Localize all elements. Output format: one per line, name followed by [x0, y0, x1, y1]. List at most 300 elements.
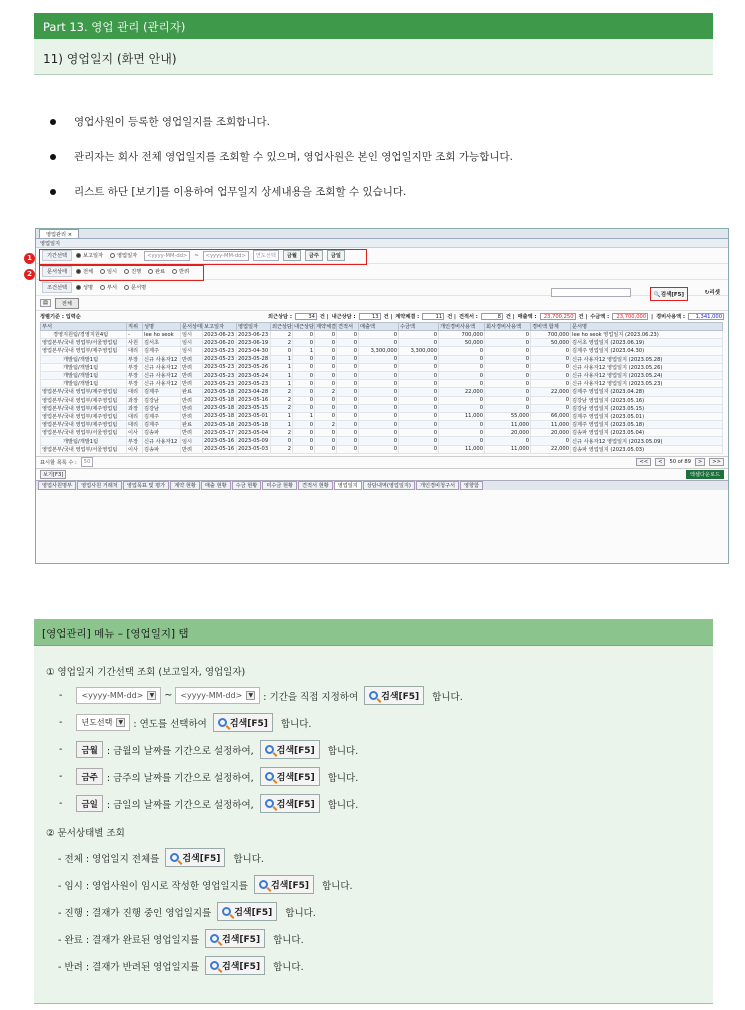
column-header[interactable]: 개인경비사용액 [439, 323, 485, 331]
table-cell: 0 [485, 331, 531, 339]
table-cell: 11,000 [485, 421, 531, 429]
table-cell: 김강남 영업일지 (2023.05.15) [571, 404, 723, 412]
table-cell: 0 [337, 445, 359, 453]
table-cell: 김강남 영업일지 (2023.05.16) [571, 396, 723, 404]
table-cell: 2023-06-23 [237, 331, 271, 339]
table-cell: 700,000 [531, 331, 571, 339]
table-cell: 2023-05-18 [203, 388, 237, 396]
table-cell: 신규 사용자12 영업일지 (2023.05.26) [571, 363, 723, 371]
table-cell: 22,000 [531, 445, 571, 453]
table-row[interactable] [41, 412, 723, 420]
date-to-input[interactable]: <yyyy-MM-dd> [203, 251, 249, 261]
table-cell: 2 [271, 339, 293, 347]
table-cell: 0 [531, 363, 571, 371]
search-f5-sample: 검색[F5] [260, 767, 320, 786]
table-cell: 2023-06-23 [203, 331, 237, 339]
window-tabbar [36, 229, 728, 239]
table-cell: 0 [399, 396, 439, 404]
table-cell: 0 [485, 363, 531, 371]
highlight-status [39, 265, 204, 281]
table-cell: 김제주 [143, 421, 181, 429]
section-1-heading: ① 영업일지 기간선택 조회 (보고일자, 영업일자) [46, 667, 246, 678]
desc-this-month: - 금월 : 금월의 날짜를 기간으로 설정하여, 검색[F5] 합니다. [59, 740, 358, 759]
last-page-button[interactable]: >> [709, 458, 724, 466]
table-cell: 0 [359, 380, 399, 388]
table-cell: 1 [271, 421, 293, 429]
table-cell: 0 [399, 404, 439, 412]
table-cell: 11,000 [485, 445, 531, 453]
table-cell: 대리 [127, 347, 143, 355]
table-cell: 2023-06-20 [203, 339, 237, 347]
table-cell: 0 [271, 347, 293, 355]
bullet-item: 리스트 하단 [보기]를 이용하여 업무일지 상세내용을 조회할 수 있습니다. [50, 174, 700, 209]
table-row[interactable] [41, 347, 723, 355]
search-icon [265, 799, 274, 808]
bottom-tab[interactable]: 개인경비청구서 [416, 481, 459, 490]
app-screenshot [27, 228, 729, 564]
table-cell: 11,000 [439, 445, 485, 453]
table-cell: 0 [399, 380, 439, 388]
table-cell: 영업본부/국내 영업부/서울영업팀 [41, 429, 127, 437]
table-cell: 1 [271, 412, 293, 420]
table-cell: 0 [337, 396, 359, 404]
table-row[interactable] [41, 421, 723, 429]
desc-date-range: - <yyyy-MM-dd> ▼ ~ <yyyy-MM-dd> ▼ : 기간을 직접 지정하여 검색[F5] 합니다. [59, 686, 463, 705]
table-cell: 부장 [127, 371, 143, 379]
table-cell: 2023-05-15 [237, 404, 271, 412]
table-cell: 김제주 [143, 388, 181, 396]
table-cell: 0 [337, 388, 359, 396]
table-cell: 신규 사용자12 [143, 380, 181, 388]
column-header[interactable]: 경비액 합계 [531, 323, 571, 331]
table-cell: 2023-05-26 [237, 363, 271, 371]
search-f5-sample: 검색[F5] [254, 875, 314, 894]
action-bar [36, 468, 728, 480]
table-cell: 0 [293, 355, 315, 363]
table-cell: 김제주 영업일지 (2023.04.28) [571, 388, 723, 396]
dropdown-arrow-icon: ▼ [116, 718, 125, 727]
table-cell: 0 [531, 380, 571, 388]
table-cell: 김제주 영업일지 (2023.05.18) [571, 421, 723, 429]
table-cell: 이사 [127, 429, 143, 437]
table-cell: 신규 사용자12 [143, 371, 181, 379]
table-cell: 반려 [181, 396, 203, 404]
table-cell: 대리 [127, 412, 143, 420]
table-cell: 0 [439, 380, 485, 388]
date-from-input[interactable]: <yyyy-MM-dd> [144, 251, 190, 261]
search-input[interactable] [551, 288, 631, 297]
table-row[interactable] [41, 355, 723, 363]
table-cell: 신규 사용자12 영업일지 (2023.05.09) [571, 437, 723, 445]
search-icon [218, 718, 227, 727]
table-cell: 2023-05-18 [203, 421, 237, 429]
prev-page-button[interactable]: < [655, 458, 665, 466]
table-cell: 김송파 [143, 445, 181, 453]
column-header[interactable]: 수금액 [399, 323, 439, 331]
bottom-tab[interactable]: 견적서 현황 [298, 481, 333, 490]
table-cell: 반려 [181, 371, 203, 379]
table-cell: 2023-05-23 [203, 347, 237, 355]
table-cell: 0 [439, 363, 485, 371]
table-cell: 2023-05-24 [237, 371, 271, 379]
table-cell: 0 [399, 445, 439, 453]
list-toolbar [36, 296, 728, 311]
table-cell: 2 [271, 445, 293, 453]
table-cell: 0 [439, 429, 485, 437]
table-cell: 1 [293, 347, 315, 355]
date-from-field: <yyyy-MM-dd> ▼ [76, 687, 161, 704]
table-cell: 0 [359, 396, 399, 404]
excel-download-button[interactable]: 엑셀다운로드 [686, 470, 724, 479]
table-cell: 0 [337, 331, 359, 339]
table-cell: 반려 [181, 412, 203, 420]
table-cell: 0 [315, 363, 337, 371]
table-cell: 부장 [127, 437, 143, 445]
table-cell: 김제주 영업일지 (2023.05.01) [571, 412, 723, 420]
bottom-tab[interactable]: 수금 현황 [232, 481, 262, 490]
table-cell: 영업본부/국내 영업부/제주영업팀 [41, 421, 127, 429]
column-header[interactable]: 내근상담 [294, 324, 315, 330]
tab-sales-management[interactable]: 영업관리 × [39, 229, 79, 238]
column-header[interactable]: 매출액 [359, 323, 399, 331]
table-cell: 2023-05-09 [237, 437, 271, 445]
table-cell: 0 [337, 371, 359, 379]
table-cell: 0 [485, 347, 531, 355]
table-cell: 0 [439, 355, 485, 363]
page-header: Part 13. 영업 관리 (관리자) [34, 13, 713, 39]
table-cell: 0 [399, 421, 439, 429]
period-filter-row: 기간선택 보고일자 영업일자 <yyyy-MM-dd> ~ <yyyy-MM-dd> 연도선택 금월 금주 금일 [36, 248, 728, 264]
column-header[interactable]: 문서상태 [182, 324, 203, 330]
table-cell: 0 [439, 421, 485, 429]
marker-2: 2 [24, 269, 35, 280]
table-cell: 0 [293, 445, 315, 453]
table-cell: 0 [315, 396, 337, 404]
column-header[interactable]: 계약체결 [316, 324, 337, 330]
table-cell: 1 [271, 371, 293, 379]
table-row[interactable] [41, 437, 723, 445]
table-cell: 0 [337, 339, 359, 347]
table-cell: 0 [337, 380, 359, 388]
column-header[interactable]: 견적서 [337, 323, 359, 331]
table-cell: 0 [315, 412, 337, 420]
status-description-item: - 진행 : 결재가 진행 중인 영업일지를 검색[F5] 합니다. [58, 902, 316, 921]
search-icon [259, 880, 268, 889]
table-row[interactable] [41, 363, 723, 371]
table-cell: 김송파 [143, 429, 181, 437]
table-cell: 2 [271, 388, 293, 396]
table-row[interactable] [41, 371, 723, 379]
table-cell: 0 [315, 331, 337, 339]
table-cell: 0 [293, 331, 315, 339]
table-cell: 김송파 영업일지 (2023.05.04) [571, 429, 723, 437]
table-row[interactable] [41, 331, 723, 339]
column-header[interactable]: 회사경비사용액 [485, 323, 531, 331]
table-cell: 2023-05-16 [237, 396, 271, 404]
table-cell: 2023-05-23 [237, 380, 271, 388]
table-cell: 55,000 [485, 412, 531, 420]
table-cell: 0 [337, 412, 359, 420]
status-description-item: - 전체 : 영업일지 전체를 검색[F5] 합니다. [58, 848, 264, 867]
table-cell: 22,000 [439, 388, 485, 396]
search-f5-sample: 검색[F5] [260, 740, 320, 759]
table-cell: 0 [439, 396, 485, 404]
today-sample: 금일 [76, 795, 102, 812]
page-info: 50 of 89 [669, 459, 691, 466]
table-cell: 반려 [181, 445, 203, 453]
table-cell: 김제주 [143, 347, 181, 355]
table-row[interactable] [41, 380, 723, 388]
table-cell: 0 [337, 429, 359, 437]
table-cell: 0 [359, 445, 399, 453]
year-select-field: 년도선택 ▼ [76, 714, 130, 731]
radio-cond-dept[interactable]: 부서 [100, 284, 117, 291]
table-cell: 0 [359, 437, 399, 445]
table-cell: 0 [359, 371, 399, 379]
table-cell: 김제주 [143, 412, 181, 420]
table-cell: 신규 사용자12 [143, 363, 181, 371]
table-cell: 임시 [181, 339, 203, 347]
table-cell: 2023-05-18 [203, 396, 237, 404]
table-cell: 0 [293, 380, 315, 388]
table-cell: 2023-05-18 [203, 412, 237, 420]
radio-report-date[interactable]: 보고일자 [76, 252, 103, 259]
period-label: 기간선택 [42, 250, 72, 261]
table-cell: 0 [337, 404, 359, 412]
table-cell: 2023-04-30 [237, 347, 271, 355]
table-cell: 20,000 [485, 429, 531, 437]
table-cell: 0 [531, 355, 571, 363]
table-cell: 3,300,000 [399, 347, 439, 355]
page-size-select[interactable]: 50 [81, 457, 94, 467]
bottom-tab[interactable]: 매출 현황 [201, 481, 231, 490]
radio-status-temp[interactable]: 임시 [100, 268, 117, 275]
table-cell: 과장 [127, 396, 143, 404]
bottom-tab[interactable]: 영업사원명부 [38, 481, 76, 490]
table-cell: 영업본부/국내 영업부/제주영업팀 [41, 412, 127, 420]
table-cell: 0 [485, 437, 531, 445]
table-cell: 임시 [181, 347, 203, 355]
bullet-list [50, 104, 700, 209]
table-cell: 0 [359, 339, 399, 347]
table-cell: 2023-06-19 [237, 339, 271, 347]
this-week-button[interactable]: 금주 [305, 250, 323, 261]
table-cell: 0 [359, 404, 399, 412]
table-cell: 2023-04-28 [237, 388, 271, 396]
table-cell: 2023-05-18 [203, 404, 237, 412]
table-cell: 0 [271, 437, 293, 445]
bottom-tab[interactable]: 계약 현황 [170, 481, 200, 490]
table-cell: 0 [399, 331, 439, 339]
breadcrumb: 영업일지 [36, 239, 728, 248]
table-cell: 66,000 [531, 412, 571, 420]
table-cell: 0 [531, 404, 571, 412]
bullet-item: 영업사원이 등록한 영업일지를 조회합니다. [50, 104, 700, 139]
radio-cond-name[interactable]: 성명 [76, 284, 93, 291]
table-cell: 0 [293, 429, 315, 437]
table-row[interactable] [41, 339, 723, 347]
table-cell: 완료 [181, 388, 203, 396]
table-cell: 0 [399, 388, 439, 396]
bullet-dot-icon [50, 189, 56, 195]
bullet-dot-icon [50, 154, 56, 160]
table-body [41, 331, 723, 454]
table-row[interactable] [41, 445, 723, 453]
table-cell: 0 [485, 380, 531, 388]
table-cell: 2 [271, 396, 293, 404]
table-cell: 50,000 [531, 339, 571, 347]
desc-today: - 금일 : 금일의 날짜를 기간으로 설정하여, 검색[F5] 합니다. [59, 794, 358, 813]
radio-sales-date[interactable]: 영업일자 [110, 252, 137, 259]
search-icon [222, 907, 231, 916]
table-cell: 0 [359, 429, 399, 437]
table-cell: 반려 [181, 380, 203, 388]
table-header [41, 323, 723, 331]
table-cell: 0 [399, 412, 439, 420]
table-row[interactable] [41, 396, 723, 404]
table-cell: 50,000 [439, 339, 485, 347]
status-description-item: - 반려 : 결재가 반려된 영업일지를 검색[F5] 합니다. [58, 956, 304, 975]
table-cell: 0 [315, 429, 337, 437]
table-cell: 신규 사용자12 영업일지 (2023.05.28) [571, 355, 723, 363]
year-select[interactable]: 연도선택 [253, 250, 279, 261]
table-cell: 개발팀/개발1팀 [41, 371, 127, 379]
bottom-tab[interactable]: 영업사원 거래처 [77, 481, 122, 490]
summary-bar: 정렬기준 : 입력순 외근상담 : 34 건 | 내근상담 : 13 건 | 계약체결 : 11 건 | 견적서 : 8 건 | 매출액 : 23,700,250 건 | 수금액 : 23,700,000 | 경비사용액 : 1,341,000 [40, 313, 722, 320]
table-cell: 0 [531, 437, 571, 445]
table-cell: 1 [271, 380, 293, 388]
search-icon [210, 961, 219, 970]
table-cell: 0 [337, 421, 359, 429]
table-cell: 0 [315, 437, 337, 445]
status-description-item: - 임시 : 영업사원이 임시로 작성한 영업일지를 검색[F5] 합니다. [58, 875, 353, 894]
table-row[interactable] [41, 404, 723, 412]
table-cell: 0 [531, 371, 571, 379]
search-f5-sample: 검색[F5] [364, 686, 424, 705]
table-cell: 0 [293, 363, 315, 371]
table-cell: 0 [439, 371, 485, 379]
table-cell: 0 [315, 380, 337, 388]
table-cell: 신규 사용자12 영업일지 (2023.05.24) [571, 371, 723, 379]
table-cell: 0 [485, 388, 531, 396]
search-f5-sample: 검색[F5] [260, 794, 320, 813]
section-2-heading: ② 문서상태별 조회 [46, 828, 125, 839]
radio-status-all[interactable]: 전체 [76, 268, 93, 275]
table-cell: 완료 [181, 421, 203, 429]
table-cell: 0 [399, 363, 439, 371]
radio-cond-docname[interactable]: 문서명 [124, 284, 146, 291]
table-cell: 0 [293, 339, 315, 347]
export-icon[interactable]: ▤ [40, 299, 51, 307]
column-header[interactable]: 보고일자 [203, 323, 237, 331]
table-cell: 0 [399, 355, 439, 363]
column-header[interactable]: 문서명 [571, 323, 723, 331]
table-cell: 0 [315, 371, 337, 379]
table-cell: 0 [293, 371, 315, 379]
table-cell: 신규 사용자12 영업일지 (2023.05.23) [571, 380, 723, 388]
table-cell: 2023-05-01 [237, 412, 271, 420]
table-cell: 700,000 [439, 331, 485, 339]
search-icon [265, 772, 274, 781]
marker-1: 1 [24, 253, 35, 264]
table-cell: 0 [485, 339, 531, 347]
table-cell: 0 [399, 371, 439, 379]
sales-log-table [40, 322, 723, 454]
table-row[interactable] [41, 429, 723, 437]
radio-status-rejected[interactable]: 반려 [172, 268, 189, 275]
table-cell: 영업본부/국내 영업부/제주영업팀 [41, 404, 127, 412]
this-month-button[interactable]: 금월 [283, 250, 301, 261]
table-cell: 1 [271, 363, 293, 371]
column-header[interactable]: 부서 [41, 323, 127, 331]
table-cell: 2023-05-16 [203, 445, 237, 453]
table-cell: 0 [399, 339, 439, 347]
table-cell: 반려 [181, 404, 203, 412]
table-cell: 2023-05-28 [237, 355, 271, 363]
column-header[interactable]: 영업일자 [237, 323, 271, 331]
table-cell: 0 [359, 355, 399, 363]
table-cell: 0 [439, 347, 485, 355]
table-cell: 0 [337, 363, 359, 371]
table-cell: 0 [439, 437, 485, 445]
table-cell: 임시 [181, 331, 203, 339]
table-cell: 영업본부/국내 영업부/서울영업팀 [41, 339, 127, 347]
column-header[interactable]: 외근상담 [272, 324, 293, 330]
today-button[interactable]: 금일 [327, 250, 345, 261]
table-cell: 2023-05-18 [237, 421, 271, 429]
bottom-tab[interactable]: 미수금 현황 [262, 481, 297, 490]
table-cell: 김서초 영업일지 (2023.06.19) [571, 339, 723, 347]
search-button[interactable]: 🔍검색[F5] [650, 287, 688, 301]
table-cell: 김송파 영업일지 (2023.05.03) [571, 445, 723, 453]
table-cell: 0 [293, 396, 315, 404]
table-cell: 대리 [127, 421, 143, 429]
table-cell: 2023-05-23 [203, 355, 237, 363]
bottom-tab[interactable]: 영업목표 및 평가 [123, 481, 169, 490]
all-button[interactable]: 전체 [55, 298, 79, 309]
table-row[interactable] [41, 388, 723, 396]
first-page-button[interactable]: << [636, 458, 651, 466]
search-f5-sample: 검색[F5] [217, 902, 277, 921]
bullet-item: 관리자는 회사 전체 영업일지를 조회할 수 있으며, 영업사원은 본인 영업일지만 조회 가능합니다. [50, 139, 700, 174]
reset-button[interactable]: ↻리셋 [704, 290, 720, 296]
highlight-period [39, 249, 367, 265]
column-header[interactable]: 성명 [143, 323, 181, 331]
table-cell: 0 [359, 331, 399, 339]
table-cell: 0 [315, 404, 337, 412]
table-cell: 0 [531, 396, 571, 404]
table-cell: 0 [293, 404, 315, 412]
table-cell: 김강남 [143, 396, 181, 404]
table-cell: 0 [399, 429, 439, 437]
explanation-panel [34, 619, 713, 1004]
search-icon [210, 934, 219, 943]
page-subheader: 11) 영업일지 (화면 안내) [34, 39, 713, 75]
table-cell: 신규 사용자12 [143, 437, 181, 445]
next-page-button[interactable]: > [695, 458, 705, 466]
view-button[interactable]: 보기[F3] [40, 470, 66, 479]
radio-status-progress[interactable]: 진행 [124, 268, 141, 275]
bottom-tab[interactable]: 영업일지 [334, 481, 362, 490]
radio-status-done[interactable]: 완료 [148, 268, 165, 275]
table-cell: 2023-05-03 [237, 445, 271, 453]
column-header[interactable]: 직위 [127, 323, 143, 331]
table-cell: 1 [271, 355, 293, 363]
table-cell: 2023-05-04 [237, 429, 271, 437]
bottom-tab[interactable]: 상담내역(영업일지) [363, 481, 415, 490]
table-cell: 대리 [127, 388, 143, 396]
bottom-tab[interactable]: 영향함 [460, 481, 483, 490]
